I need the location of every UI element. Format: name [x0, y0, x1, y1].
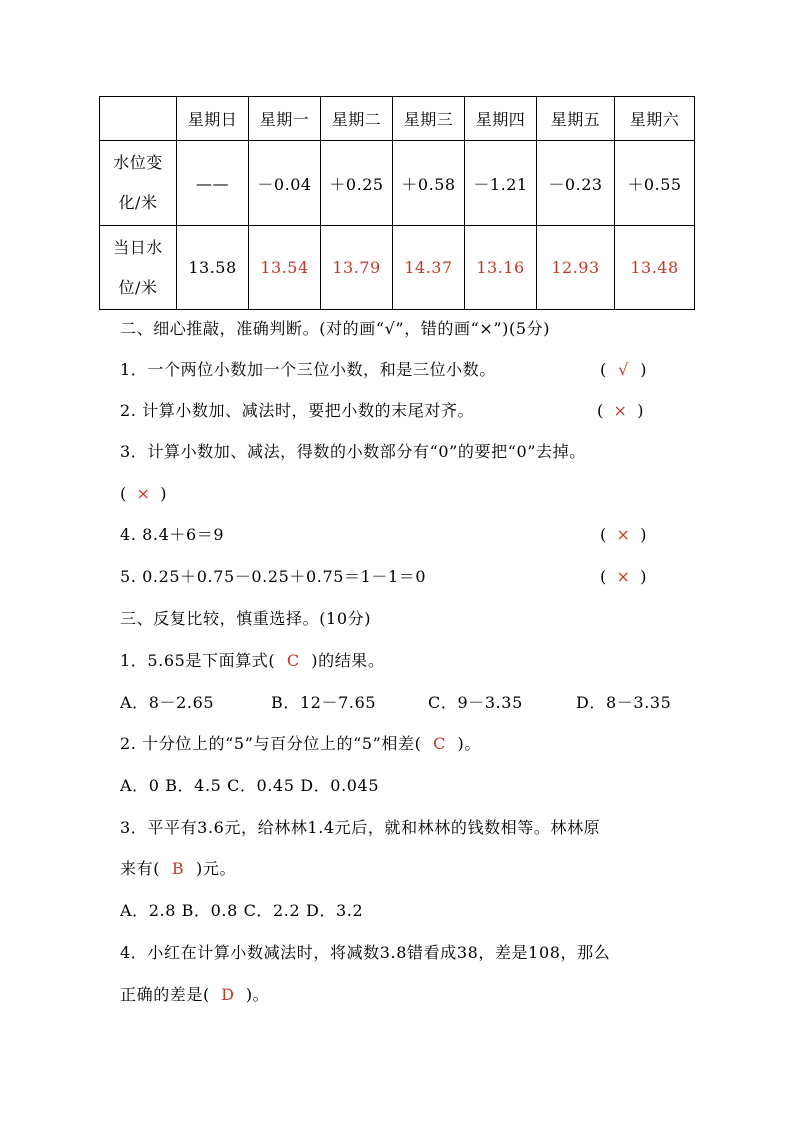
section2-heading: 二、细心推敲，准确判断。(对的画“√”，错的画“×”)(5分) [120, 319, 551, 338]
question-text: 2. 十分位上的“5”与百分位上的“5”相差( [120, 734, 422, 753]
answer-paren-3: ( × ) [120, 484, 167, 503]
answer-letter: C [286, 651, 300, 670]
choice-question-3-line1: 3．平平有3.6元，给林林1.4元后，就和林林的钱数相等。林林原 [120, 818, 601, 837]
answer-letter: D [221, 985, 235, 1004]
q1-option-a: A．8－2.65 [120, 693, 215, 712]
judge-item-1: 1．一个两位小数加一个三位小数，和是三位小数。 [120, 360, 496, 379]
q1-option-b: B．12－7.65 [271, 693, 377, 712]
table-cell: ＋0.58 [393, 141, 465, 226]
answer-letter: C [433, 734, 446, 753]
q2-options: A．0 B．4.5 C．0.45 D．0.045 [120, 776, 380, 795]
row-label-line: 位/米 [118, 277, 158, 297]
answer-mark: × [616, 525, 630, 544]
table-header-row [100, 97, 695, 141]
judge-item-4: 4. 8.4＋6＝9 [120, 525, 225, 544]
table-cell: －0.04 [249, 141, 321, 226]
table-cell: －0.23 [537, 141, 615, 226]
answer-paren-1: ( √ ) [600, 360, 647, 379]
question-text: )元。 [196, 859, 237, 878]
answer-mark: √ [618, 360, 629, 379]
water-level-table [99, 96, 695, 310]
answer-mark: × [136, 484, 150, 503]
table-cell: —— [177, 141, 249, 226]
header-friday: 星期五 [537, 97, 615, 141]
question-text: 1．5.65是下面算式( [120, 651, 276, 670]
question-text: )。 [245, 985, 270, 1004]
answer-cell: 13.79 [321, 226, 393, 310]
choice-question-4-line2 [120, 985, 269, 1005]
choice-question-3-line2 [120, 859, 236, 879]
question-text: )。 [457, 734, 481, 753]
header-saturday: 星期六 [615, 97, 695, 141]
header-tuesday: 星期二 [321, 97, 393, 141]
question-text: 来有( [120, 859, 161, 878]
answer-paren-4: ( × ) [600, 525, 647, 544]
answer-paren-5: ( × ) [600, 567, 647, 586]
table-cell-given: 13.58 [177, 226, 249, 310]
answer-cell: 14.37 [393, 226, 465, 310]
header-wednesday: 星期三 [393, 97, 465, 141]
row-label-level [100, 226, 177, 310]
answer-cell: 13.16 [465, 226, 537, 310]
table-cell: ＋0.25 [321, 141, 393, 226]
header-monday: 星期一 [249, 97, 321, 141]
question-text: )的结果。 [311, 651, 385, 670]
answer-letter: B [171, 859, 185, 878]
choice-question-1 [120, 651, 385, 671]
header-thursday: 星期四 [465, 97, 537, 141]
section3-heading: 三、反复比较，慎重选择。(10分) [120, 609, 372, 628]
answer-cell: 12.93 [537, 226, 615, 310]
row-label-line: 化/米 [118, 193, 158, 212]
answer-mark: × [613, 401, 627, 420]
table-cell: ＋0.55 [615, 141, 695, 226]
q1-option-c: C．9－3.35 [428, 693, 523, 712]
table-row-change [100, 141, 695, 226]
row-label-line: 当日水 [113, 237, 163, 257]
row-label-change [100, 141, 177, 226]
table-corner-cell [100, 97, 177, 141]
row-label-line: 水位变 [113, 153, 163, 172]
answer-cell: 13.48 [615, 226, 695, 310]
choice-question-4-line1: 4．小红在计算小数减法时，将减数3.8错看成38，差是108，那么 [120, 943, 611, 962]
table-row-level [100, 226, 695, 310]
table-cell: －1.21 [465, 141, 537, 226]
judge-item-3: 3．计算小数加、减法，得数的小数部分有“0”的要把“0”去掉。 [120, 442, 586, 461]
q1-option-d: D．8－3.35 [576, 693, 672, 712]
q3-options: A．2.8 B．0.8 C．2.2 D．3.2 [120, 901, 364, 920]
judge-item-5: 5. 0.25＋0.75－0.25＋0.75＝1－1＝0 [120, 567, 427, 586]
question-text: 正确的差是( [120, 985, 210, 1004]
answer-cell: 13.54 [249, 226, 321, 310]
answer-mark: × [616, 567, 630, 586]
header-sunday: 星期日 [177, 97, 249, 141]
answer-paren-2: ( × ) [597, 401, 644, 420]
choice-question-2 [120, 734, 481, 754]
judge-item-2: 2. 计算小数加、减法时，要把小数的末尾对齐。 [120, 401, 475, 420]
